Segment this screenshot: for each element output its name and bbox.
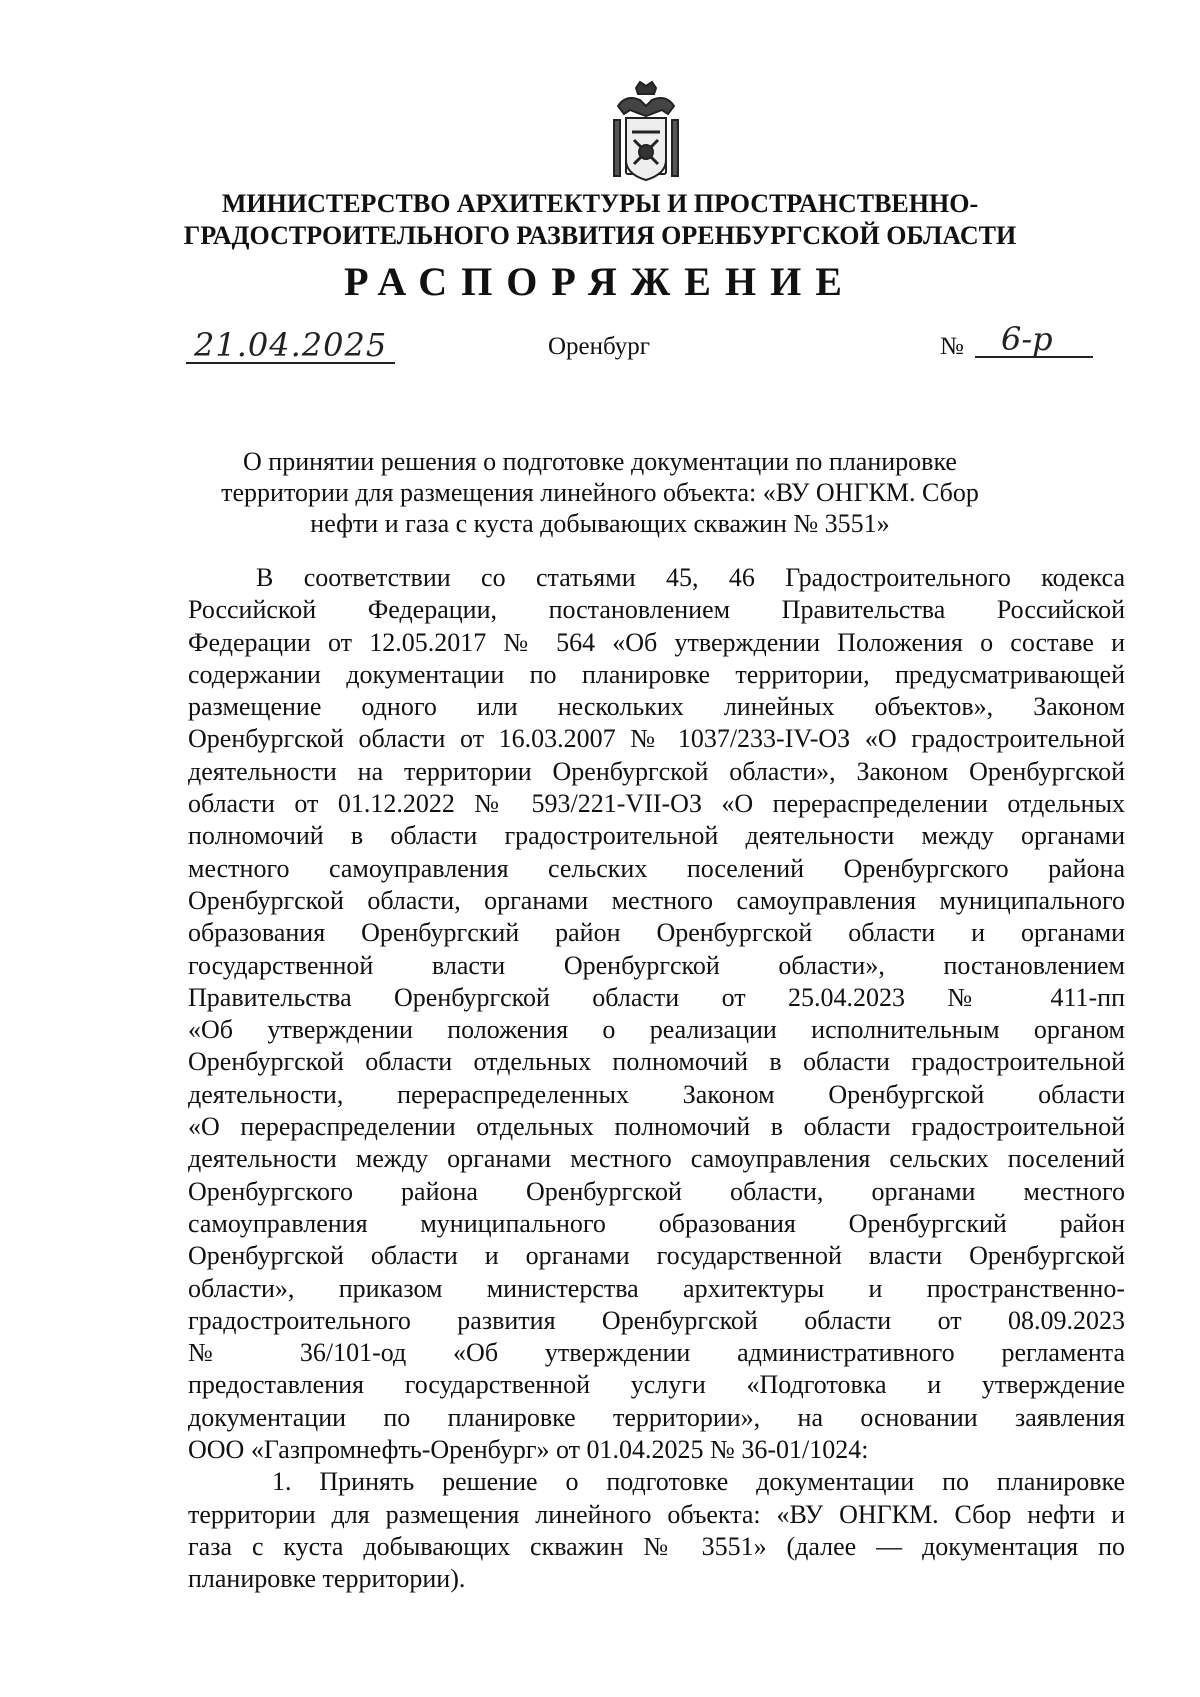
ministry-name-line1: МИНИСТЕРСТВО АРХИТЕКТУРЫ И ПРОСТРАНСТВЕННО-: [221, 189, 979, 218]
body-line: государственной власти Оренбургской области», постановлением: [188, 950, 1125, 980]
body-line: «Об утверждении положения о реализации исполнительным органом: [188, 1015, 1125, 1045]
body-line: документации по планировке территории», на основании заявления: [188, 1402, 1125, 1432]
document-body: [188, 562, 1125, 1596]
body-line: Федерации от 12.05.2017 № 564 «Об утверждении Положения о составе и: [188, 627, 1125, 657]
body-line: Российской Федерации, постановлением Правительства Российской: [188, 595, 1125, 625]
body-line: 1. Принять решение о подготовке документации по планировке: [272, 1467, 1125, 1497]
body-line: содержании документации по планировке территории, предусматривающей: [188, 659, 1125, 689]
body-line: В соответствии со статьями 45, 46 Градостроительного кодекса: [256, 563, 1125, 592]
body-line: местного самоуправления сельских поселений Оренбургского района: [188, 853, 1125, 883]
number-label: №: [940, 333, 964, 360]
subject-line: О принятии решения о подготовке документации по планировке: [243, 447, 957, 476]
body-line: образования Оренбургский район Оренбургской области и органами: [188, 918, 1125, 948]
handwritten-date: 21.04.2025: [186, 328, 395, 364]
body-line: Оренбургского района Оренбургской области, органами местного: [188, 1176, 1125, 1206]
body-line: Правительства Оренбургской области от 25.04.2023 № 411-пп: [188, 982, 1125, 1012]
body-line: полномочий в области градостроительной деятельности между органами: [188, 821, 1125, 851]
body-line: деятельности на территории Оренбургской области», Законом Оренбургской: [188, 756, 1125, 786]
body-line: области от 01.12.2022 № 593/221-VII-ОЗ «О перераспределении отдельных: [188, 789, 1125, 819]
body-line: Оренбургской области, органами местного самоуправления муниципального: [188, 885, 1125, 915]
coat-of-arms-emblem: [606, 80, 686, 188]
body-line: деятельности, перераспределенных Законом Оренбургской области: [188, 1079, 1125, 1109]
ministry-name-line2: ГРАДОСТРОИТЕЛЬНОГО РАЗВИТИЯ ОРЕНБУРГСКОЙ ОБЛАСТИ: [183, 221, 1017, 250]
ministry-name: [150, 188, 1050, 252]
body-line: ООО «Газпромнефть-Оренбург» от 01.04.2025 № 36-01/1024:: [188, 1435, 869, 1465]
body-line: градостроительного развития Оренбургской области от 08.09.2023: [188, 1305, 1125, 1335]
body-line: Оренбургской области отдельных полномочий в области градостроительной: [188, 1047, 1125, 1077]
body-line: Оренбургской области и органами государственной власти Оренбургской: [188, 1241, 1125, 1271]
city-name: Оренбург: [548, 333, 651, 360]
body-line: газа с куста добывающих скважин № 3551» (далее — документация по: [188, 1531, 1125, 1561]
document-type-title: РАСПОРЯЖЕНИЕ: [344, 259, 856, 304]
body-line: «О перераспределении отдельных полномочий в области градостроительной: [188, 1112, 1125, 1142]
body-line: размещение одного или нескольких линейных объектов», Законом: [188, 692, 1125, 722]
body-line: территории для размещения линейного объекта: «ВУ ОНГКМ. Сбор нефти и: [188, 1499, 1125, 1529]
handwritten-number: 6-р: [975, 322, 1093, 358]
body-line: № 36/101-од «Об утверждении административного регламента: [188, 1338, 1125, 1368]
subject-line: территории для размещения линейного объекта: «ВУ ОНГКМ. Сбор: [221, 478, 979, 507]
document-subject: [150, 446, 1050, 539]
item-1-paragraph: [188, 1466, 1125, 1595]
body-line: планировке территории).: [188, 1564, 466, 1594]
body-line: деятельности между органами местного самоуправления сельских поселений: [188, 1144, 1125, 1174]
body-line: предоставления государственной услуги «Подготовка и утверждение: [188, 1370, 1125, 1400]
body-line: области», приказом министерства архитектуры и пространственно-: [188, 1273, 1125, 1303]
subject-line: нефти и газа с куста добывающих скважин № 3551»: [310, 509, 890, 538]
body-line: Оренбургской области от 16.03.2007 № 1037/233-IV-ОЗ «О градостроительной: [188, 724, 1125, 754]
preamble-paragraph: [188, 562, 1125, 1466]
body-line: самоуправления муниципального образования Оренбургский район: [188, 1208, 1125, 1238]
